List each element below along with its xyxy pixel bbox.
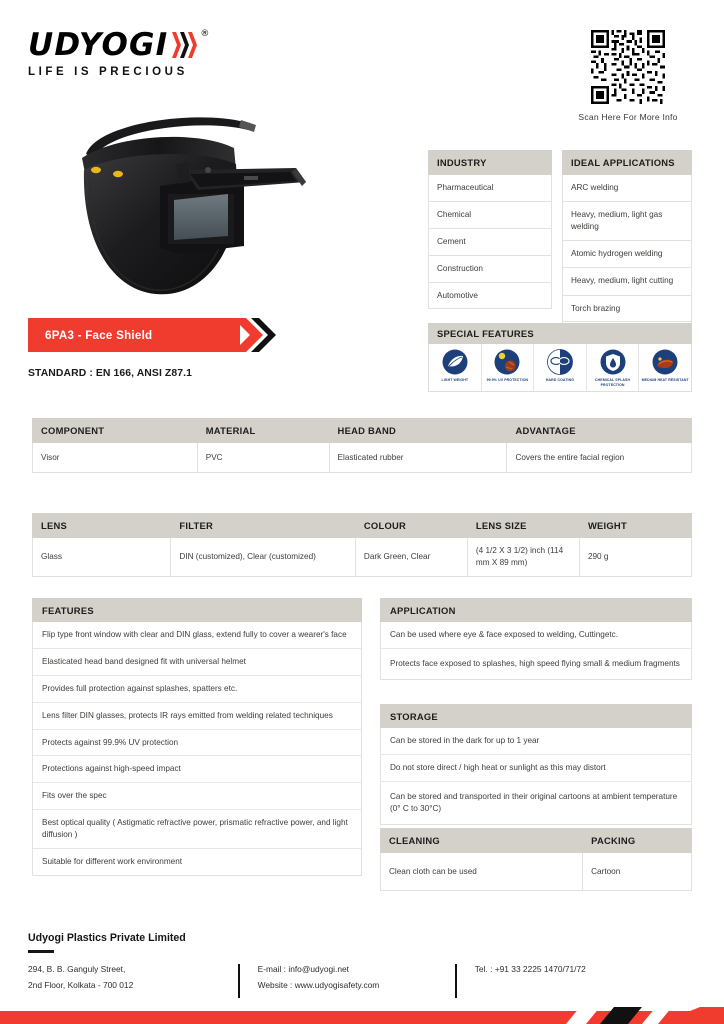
product-image <box>48 108 318 313</box>
table-row: Visor PVC Elasticated rubber Covers the entire facial region <box>33 443 692 473</box>
list-item: Suitable for different work environment <box>42 857 183 867</box>
product-banner-fill <box>28 318 240 352</box>
special-feature-chemical-splash <box>587 344 640 391</box>
footer-divider-2 <box>455 964 457 998</box>
component-table <box>32 418 692 473</box>
footer-company: Udyogi Plastics Private Limited <box>28 932 186 944</box>
registered-mark: ® <box>200 29 210 39</box>
application-header: APPLICATION <box>380 598 692 622</box>
application-list <box>380 622 692 680</box>
bottom-accent-bar <box>0 1007 724 1024</box>
heat-resistant-icon <box>652 349 678 375</box>
qr-code-icon[interactable] <box>591 30 665 104</box>
special-feature-label: MEDIUM HEAT RESISTANT <box>641 378 689 382</box>
chevron-red-icon-2 <box>188 32 197 58</box>
features-list <box>32 622 362 876</box>
storage-list <box>380 728 692 825</box>
list-item: Protects against 99.9% UV protection <box>33 730 361 757</box>
special-feature-uv-protection <box>482 344 535 391</box>
features-header: FEATURES <box>32 598 362 622</box>
footer-divider <box>238 964 240 998</box>
hard-coating-icon <box>547 349 573 375</box>
banner-chevron-icon <box>233 318 293 352</box>
list-item: Protections against high-speed impact <box>33 756 361 783</box>
cleaning-section <box>380 828 692 891</box>
storage-header: STORAGE <box>380 704 692 728</box>
col-weight: WEIGHT <box>579 514 691 538</box>
qr-block <box>560 30 696 122</box>
brand-tagline: LIFE IS PRECIOUS <box>28 66 188 78</box>
brand-logo <box>28 27 258 78</box>
table-row: Cement <box>429 228 552 255</box>
qr-caption: Scan Here For More Info <box>578 112 678 122</box>
address-line-2: 2nd Floor, Kolkata - 700 012 <box>28 979 134 990</box>
list-item: Can be stored in the dark for up to 1 year <box>381 728 691 755</box>
footer-phone <box>475 962 696 998</box>
list-item: Protects face exposed to splashes, high speed flying small & medium fragments <box>390 658 680 668</box>
lens-table <box>32 513 692 577</box>
table-row: Pharmaceutical <box>429 175 552 202</box>
col-material: MATERIAL <box>197 419 329 443</box>
footer-tel: Tel. : +91 33 2225 1470/71/72 <box>474 964 586 974</box>
ideal-applications-table <box>562 150 692 349</box>
sun-uv-icon <box>494 349 520 375</box>
special-feature-label: HARD COATING <box>545 378 575 382</box>
table-header-row <box>33 419 692 443</box>
list-item: Lens filter DIN glasses, protects IR rays emitted from welding related techniques <box>33 703 361 730</box>
table-row: Clean cloth can be used Cartoon <box>381 853 692 891</box>
table-row: Construction <box>429 255 552 282</box>
special-feature-light-weight <box>429 344 482 391</box>
shield-icon <box>600 349 626 375</box>
footer-website[interactable]: Website : www.udyogisafety.com <box>257 979 380 990</box>
application-section <box>380 598 692 680</box>
col-head-band: HEAD BAND <box>329 419 507 443</box>
storage-section <box>380 704 692 825</box>
table-row: Heavy, medium, light cutting <box>563 267 692 295</box>
list-item: Elasticated head band designed fit with universal helmet <box>33 649 361 676</box>
product-banner <box>28 318 268 352</box>
footer-email[interactable]: E-mail : info@udyogi.net <box>257 964 349 974</box>
ideal-applications-header: IDEAL APPLICATIONS <box>563 151 692 175</box>
footer-address <box>28 962 238 998</box>
industry-table <box>428 150 552 309</box>
col-lens: LENS <box>33 514 171 538</box>
table-row: Atomic hydrogen welding <box>563 240 692 267</box>
col-lens-size: LENS SIZE <box>467 514 579 538</box>
footer-rule <box>28 950 54 953</box>
footer-columns <box>28 962 696 998</box>
cleaning-table <box>380 828 692 891</box>
footer-contact <box>258 962 455 998</box>
table-header-row <box>33 514 692 538</box>
brand-name: UDYOGI <box>28 27 169 63</box>
special-features-header: SPECIAL FEATURES <box>428 323 692 344</box>
list-item: Fits over the spec <box>33 783 361 810</box>
special-feature-label: CHEMICAL SPLASH PROTECTION <box>595 378 631 387</box>
list-item: Best optical quality ( Astigmatic refractive power, prismatic refractive power, and light diffusion ) <box>33 810 361 849</box>
special-features-section <box>428 323 692 392</box>
table-row: Glass DIN (customized), Clear (customized) Dark Green, Clear (4 1/2 X 3 1/2) inch (114 mm X 89 mm) 290 g <box>33 538 692 577</box>
table-row: Torch brazing <box>563 295 692 322</box>
special-feature-heat-resistant <box>639 344 691 391</box>
standard-text: STANDARD : EN 166, ANSI Z87.1 <box>28 368 192 379</box>
table-row: Chemical <box>429 201 552 228</box>
list-item: Can be stored and transported in their original cartoons at ambient temperature (0° C to 30°C) <box>390 791 678 813</box>
special-feature-label: LIGHT WEIGHT <box>441 378 469 382</box>
list-item: Flip type front window with clear and DIN glass, extend fully to cover a wearer's face <box>33 622 361 649</box>
table-header-row <box>381 829 692 853</box>
list-item: Do not store direct / high heat or sunlight as this may distort <box>381 755 691 782</box>
col-cleaning: CLEANING <box>381 829 583 853</box>
table-row: Automotive <box>429 282 552 309</box>
col-advantage: ADVANTAGE <box>507 419 692 443</box>
special-feature-label: 99.9% UV PROTECTION <box>486 378 529 382</box>
table-row: ARC welding <box>563 175 692 202</box>
table-row: Heavy, medium, light gas welding <box>563 201 692 240</box>
feather-icon <box>442 349 468 375</box>
col-component: COMPONENT <box>33 419 198 443</box>
list-item: Can be used where eye & face exposed to welding, Cuttingetc. <box>381 622 691 649</box>
industry-rows <box>429 175 552 309</box>
col-colour: COLOUR <box>355 514 467 538</box>
col-filter: FILTER <box>171 514 356 538</box>
list-item: Provides full protection against splashes, spatters etc. <box>33 676 361 703</box>
address-line-1: 294, B. B. Ganguly Street, <box>28 964 126 974</box>
col-packing: PACKING <box>583 829 692 853</box>
chevron-logo-icon <box>173 32 197 58</box>
product-title: 6PA3 - Face Shield <box>45 328 153 342</box>
special-feature-hard-coating <box>534 344 587 391</box>
industry-header: INDUSTRY <box>429 151 552 175</box>
features-section <box>32 598 362 876</box>
